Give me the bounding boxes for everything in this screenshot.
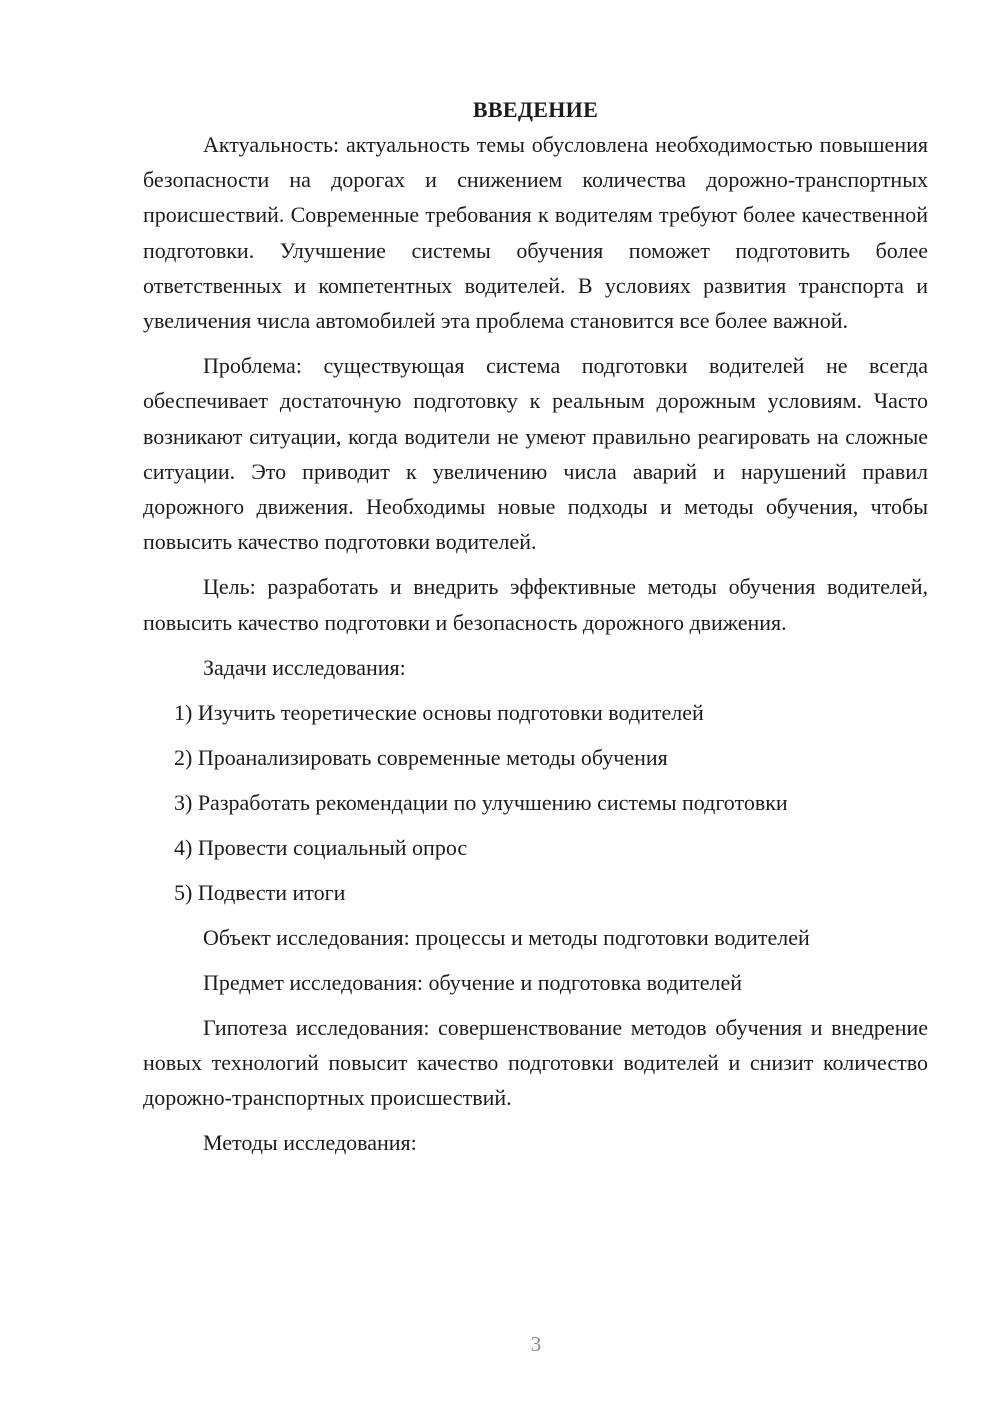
page-number: 3 [530, 1332, 542, 1356]
document-page [143, 92, 928, 1170]
tasks-list [143, 695, 928, 910]
section-title: ВВЕДЕНИЕ [472, 97, 599, 122]
task-item: 2) Проанализировать современные методы обучения [174, 744, 668, 770]
methods-heading: Методы исследования: [203, 1130, 417, 1156]
task-item: 1) Изучить теоретические основы подготовки водителей [174, 699, 704, 725]
task-item: 3) Разработать рекомендации по улучшению системы подготовки [174, 789, 788, 815]
object-line: Объект исследования: процессы и методы подготовки водителей [203, 924, 810, 950]
goal-paragraph: Цель: разработать и внедрить эффективные методы обучения водителей, повысить качество подготовки и безопасность дорожного движения. [143, 574, 928, 635]
tasks-heading: Задачи исследования: [203, 654, 406, 680]
problem-paragraph: Проблема: существующая система подготовки водителей не всегда обеспечивает достаточную подготовку к реальным дорожным условиям. Часто возникают ситуации, когда водители не умеют правильно реагировать на сложные ситуации. Это приводит к увеличению числа аварий и нарушений правил дорожного движения. Необходимы новые подходы и методы обучения, чтобы повысить качество подготовки водителей. [143, 353, 928, 555]
task-item: 4) Провести социальный опрос [174, 834, 468, 860]
subject-line: Предмет исследования: обучение и подготовка водителей [203, 969, 743, 995]
task-item: 5) Подвести итоги [174, 879, 346, 905]
relevance-paragraph: Актуальность: актуальность темы обусловлена необходимостью повышения безопасности на дорогах и снижением количества дорожно-транспортных происшествий. Современные требования к водителям требуют более качественной подготовки. Улучшение системы обучения поможет подготовить более ответственных и компетентных водителей. В условиях развития транспорта и увеличения числа автомобилей эта проблема становится все более важной. [143, 132, 928, 334]
hypothesis-paragraph: Гипотеза исследования: совершенствование методов обучения и внедрение новых технологий повысит качество подготовки водителей и снизит количество дорожно-транспортных происшествий. [143, 1014, 928, 1111]
